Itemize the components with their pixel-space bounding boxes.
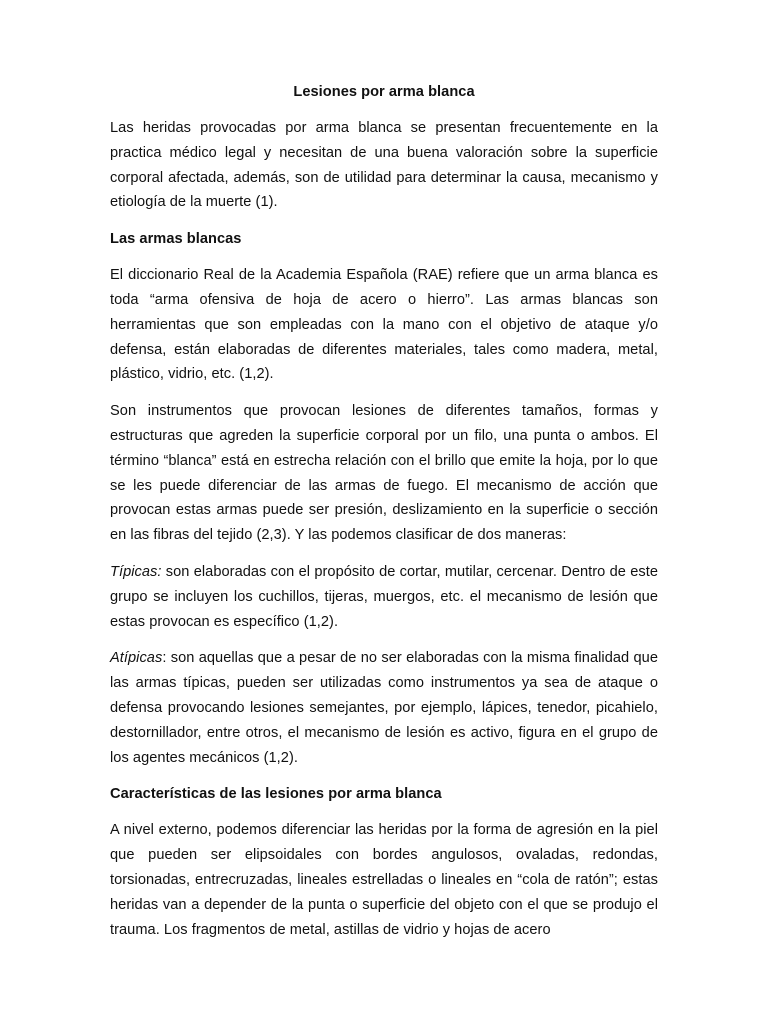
typical-text: son elaboradas con el propósito de cortar, mutilar, cercenar. Dentro de este grupo se incluyen los cuchillos, tijeras, muergos, etc. el mecanismo de lesión que estas provocan es específico (1,2). xyxy=(110,563,658,630)
rae-definition-paragraph: El diccionario Real de la Academia Española (RAE) refiere que un arma blanca es toda “arma ofensiva de hoja de acero o hierro”. Las armas blancas son herramientas que son empleadas con la mano con el objetivo de ataque y/o defensa, están elaboradas de diferentes materiales, tales como madera, metal, plástico, vidrio, etc. (1,2). xyxy=(110,267,658,383)
atypical-weapons-paragraph xyxy=(110,646,658,770)
atypical-text: : son aquellas que a pesar de no ser elaboradas con la misma finalidad que las armas típicas, pueden ser utilizadas como instrumentos ya sea de ataque o defensa provocando lesiones semejantes, por ejemplo, lápices, tenedor, picahielo, destornillador, entre otros, el mecanismo de lesión es activo, figura en el grupo de los agentes mecánicos (1,2). xyxy=(110,650,658,766)
intro-paragraph: Las heridas provocadas por arma blanca se presentan frecuentemente en la practica médico legal y necesitan de una buena valoración sobre la superficie corporal afectada, además, son de utilidad para determinar la causa, mecanismo y etiología de la muerte (1). xyxy=(110,120,658,211)
document-page xyxy=(110,80,658,954)
typical-weapons-paragraph xyxy=(110,560,658,634)
external-lesions-paragraph: A nivel externo, podemos diferenciar las heridas por la forma de agresión en la piel que pueden ser elipsoidales con bordes angulosos, ovaladas, redondas, torsionadas, entrecruzadas, lineales estrelladas o lineales en “cola de ratón”; estas heridas van a depender de la punta o superficie del objeto con el que se produjo el trauma. Los fragmentos de metal, astillas de vidrio y hojas de acero xyxy=(110,822,658,938)
typical-term: Típicas: xyxy=(110,563,162,580)
document-title: Lesiones por arma blanca xyxy=(293,84,475,100)
atypical-term: Atípicas xyxy=(110,650,163,667)
section-heading-caracteristicas: Características de las lesiones por arma blanca xyxy=(110,786,442,803)
instruments-paragraph: Son instrumentos que provocan lesiones de diferentes tamaños, formas y estructuras que agreden la superficie corporal por un filo, una punta o ambos. El término “blanca” está en estrecha relación con el brillo que emite la hoja, por lo que se les puede diferenciar de las armas de fuego. El mecanismo de acción que provocan estas armas puede ser presión, deslizamiento en la superficie o sección en las fibras del tejido (2,3). Y las podemos clasificar de dos maneras: xyxy=(110,403,658,544)
section-heading-armas-blancas: Las armas blancas xyxy=(110,231,242,248)
